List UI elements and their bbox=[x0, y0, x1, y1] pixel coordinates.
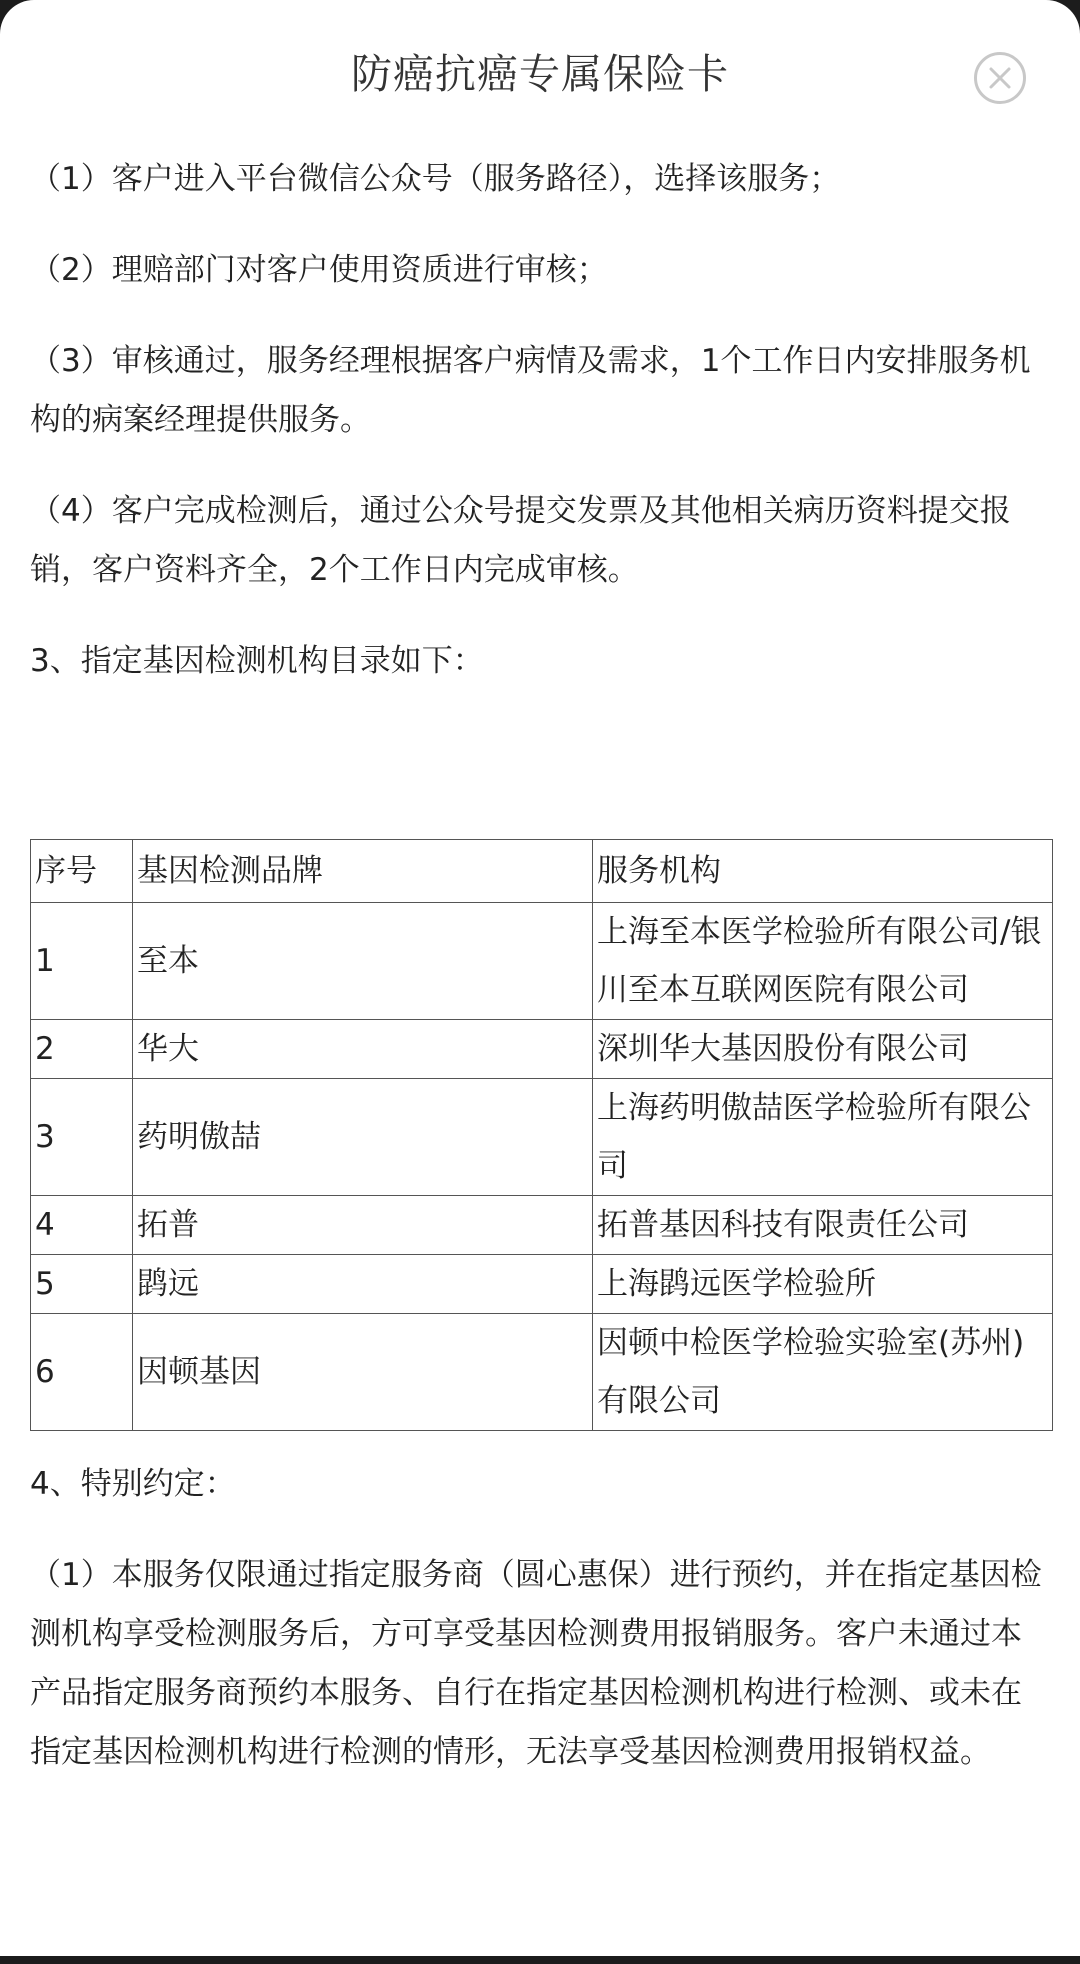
row-brand: 鹍远 bbox=[133, 1255, 593, 1314]
table-header-row bbox=[31, 840, 1053, 903]
process-step-1: （1）客户进入平台微信公众号（服务路径），选择该服务； bbox=[30, 161, 841, 197]
row-brand: 拓普 bbox=[133, 1196, 593, 1255]
row-institution: 拓普基因科技有限责任公司 bbox=[593, 1196, 1053, 1255]
row-institution: 上海至本医学检验所有限公司/银川至本互联网医院有限公司 bbox=[593, 903, 1053, 1020]
process-step-4: （4）客户完成检测后，通过公众号提交发票及其他相关病历资料提交报销，客户资料齐全，2个工作日内完成审核。 bbox=[30, 493, 1011, 588]
table-row bbox=[31, 1020, 1053, 1079]
row-institution: 因顿中检医学检验实验室(苏州)有限公司 bbox=[593, 1314, 1053, 1431]
table-row bbox=[31, 1255, 1053, 1314]
special-agreement-paragraph: （1）本服务仅限通过指定服务商（圆心惠保）进行预约，并在指定基因检测机构享受检测服务后，方可享受基因检测费用报销服务。客户未通过本产品指定服务商预约本服务、自行在指定基因检测机构进行检测、或未在指定基因检测机构进行检测的情形，无法享受基因检测费用报销权益。 bbox=[30, 1557, 1042, 1770]
header-brand: 基因检测品牌 bbox=[133, 840, 593, 903]
table-row bbox=[31, 1314, 1053, 1431]
modal-title: 防癌抗癌专属保险卡 bbox=[351, 50, 729, 98]
table-row bbox=[31, 903, 1053, 1020]
bottom-edge bbox=[0, 1956, 1080, 1964]
process-step-2: （2）理赔部门对客户使用资质进行审核； bbox=[30, 252, 608, 288]
row-number: 4 bbox=[31, 1196, 133, 1255]
section-3-heading: 3、指定基因检测机构目录如下： bbox=[30, 643, 484, 679]
row-brand: 至本 bbox=[133, 903, 593, 1020]
row-brand: 因顿基因 bbox=[133, 1314, 593, 1431]
process-step-3: （3）审核通过，服务经理根据客户病情及需求，1个工作日内安排服务机构的病案经理提供服务。 bbox=[30, 343, 1031, 438]
table-row bbox=[31, 1196, 1053, 1255]
header-number: 序号 bbox=[31, 840, 133, 903]
row-institution: 上海鹍远医学检验所 bbox=[593, 1255, 1053, 1314]
row-number: 3 bbox=[31, 1079, 133, 1196]
row-number: 2 bbox=[31, 1020, 133, 1079]
row-number: 1 bbox=[31, 903, 133, 1020]
row-brand: 药明傲喆 bbox=[133, 1079, 593, 1196]
row-brand: 华大 bbox=[133, 1020, 593, 1079]
close-button[interactable] bbox=[974, 52, 1026, 104]
section-4-heading: 4、特别约定： bbox=[30, 1466, 236, 1502]
row-number: 6 bbox=[31, 1314, 133, 1431]
row-institution: 深圳华大基因股份有限公司 bbox=[593, 1020, 1053, 1079]
table-row bbox=[31, 1079, 1053, 1196]
close-icon bbox=[987, 65, 1013, 91]
header-institution: 服务机构 bbox=[593, 840, 1053, 903]
institution-table bbox=[30, 839, 1053, 1431]
row-number: 5 bbox=[31, 1255, 133, 1314]
modal-content bbox=[30, 150, 1052, 1782]
row-institution: 上海药明傲喆医学检验所有限公司 bbox=[593, 1079, 1053, 1196]
